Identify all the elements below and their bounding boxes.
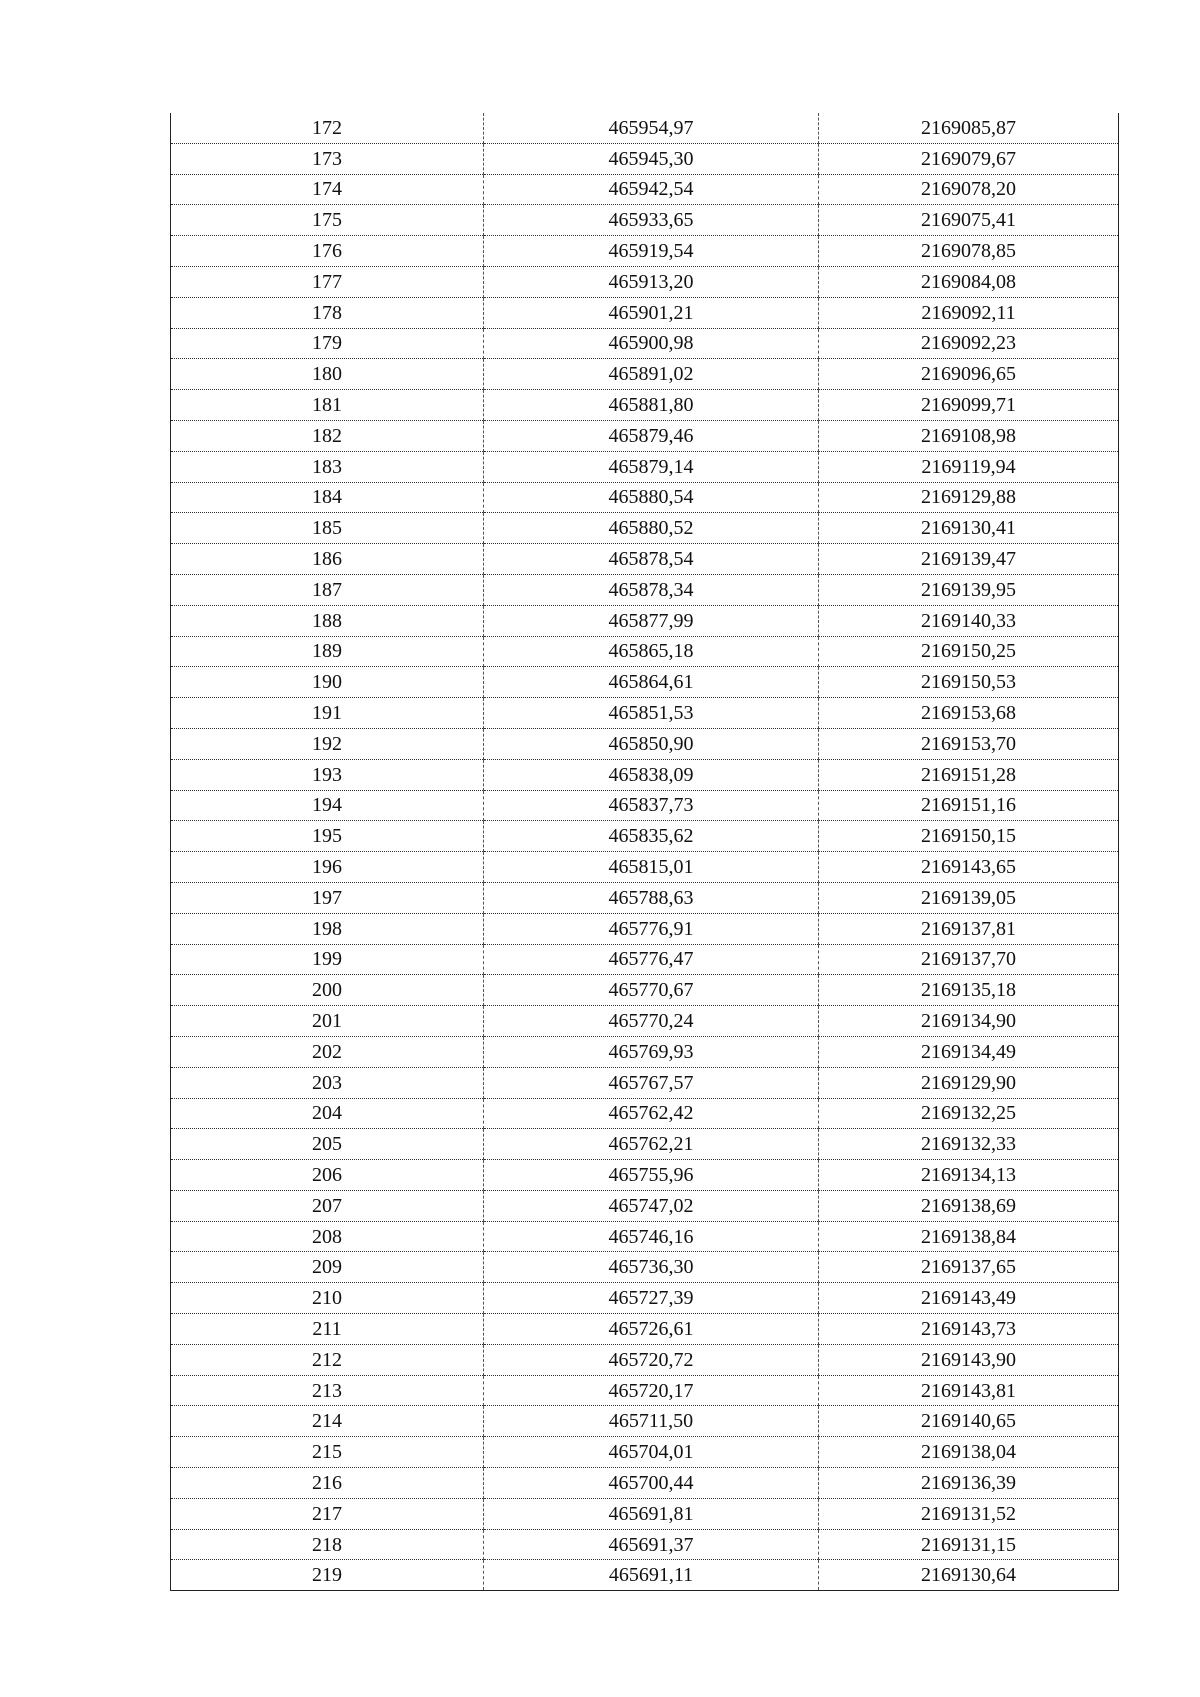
table-row bbox=[171, 605, 1119, 636]
x-coordinate-cell: 465762,42 bbox=[484, 1098, 819, 1129]
y-coordinate-cell: 2169085,87 bbox=[819, 113, 1119, 143]
y-coordinate-cell: 2169153,70 bbox=[819, 728, 1119, 759]
point-number-cell: 200 bbox=[171, 975, 484, 1006]
point-number-cell: 185 bbox=[171, 513, 484, 544]
point-number-cell: 188 bbox=[171, 605, 484, 636]
x-coordinate-cell: 465762,21 bbox=[484, 1129, 819, 1160]
y-coordinate-cell: 2169108,98 bbox=[819, 420, 1119, 451]
x-coordinate-cell: 465850,90 bbox=[484, 728, 819, 759]
point-number-cell: 187 bbox=[171, 574, 484, 605]
x-coordinate-cell: 465864,61 bbox=[484, 667, 819, 698]
x-coordinate-cell: 465770,24 bbox=[484, 1006, 819, 1037]
y-coordinate-cell: 2169137,81 bbox=[819, 913, 1119, 944]
table-row bbox=[171, 852, 1119, 883]
table-row bbox=[171, 1406, 1119, 1437]
point-number-cell: 206 bbox=[171, 1160, 484, 1191]
point-number-cell: 180 bbox=[171, 359, 484, 390]
table-row bbox=[171, 266, 1119, 297]
point-number-cell: 181 bbox=[171, 390, 484, 421]
point-number-cell: 173 bbox=[171, 143, 484, 174]
x-coordinate-cell: 465788,63 bbox=[484, 882, 819, 913]
y-coordinate-cell: 2169134,90 bbox=[819, 1006, 1119, 1037]
y-coordinate-cell: 2169132,25 bbox=[819, 1098, 1119, 1129]
x-coordinate-cell: 465913,20 bbox=[484, 266, 819, 297]
y-coordinate-cell: 2169138,04 bbox=[819, 1437, 1119, 1468]
table-row bbox=[171, 390, 1119, 421]
table-row bbox=[171, 174, 1119, 205]
x-coordinate-cell: 465815,01 bbox=[484, 852, 819, 883]
point-number-cell: 211 bbox=[171, 1314, 484, 1345]
x-coordinate-cell: 465711,50 bbox=[484, 1406, 819, 1437]
y-coordinate-cell: 2169140,65 bbox=[819, 1406, 1119, 1437]
point-number-cell: 190 bbox=[171, 667, 484, 698]
y-coordinate-cell: 2169084,08 bbox=[819, 266, 1119, 297]
table-row bbox=[171, 1560, 1119, 1591]
y-coordinate-cell: 2169143,73 bbox=[819, 1314, 1119, 1345]
table-row bbox=[171, 1437, 1119, 1468]
y-coordinate-cell: 2169139,05 bbox=[819, 882, 1119, 913]
point-number-cell: 182 bbox=[171, 420, 484, 451]
point-number-cell: 189 bbox=[171, 636, 484, 667]
point-number-cell: 195 bbox=[171, 821, 484, 852]
y-coordinate-cell: 2169139,47 bbox=[819, 544, 1119, 575]
point-number-cell: 218 bbox=[171, 1529, 484, 1560]
point-number-cell: 205 bbox=[171, 1129, 484, 1160]
point-number-cell: 172 bbox=[171, 113, 484, 143]
table-row bbox=[171, 1098, 1119, 1129]
y-coordinate-cell: 2169138,84 bbox=[819, 1221, 1119, 1252]
x-coordinate-cell: 465720,17 bbox=[484, 1375, 819, 1406]
y-coordinate-cell: 2169129,90 bbox=[819, 1067, 1119, 1098]
point-number-cell: 198 bbox=[171, 913, 484, 944]
y-coordinate-cell: 2169143,49 bbox=[819, 1283, 1119, 1314]
x-coordinate-cell: 465704,01 bbox=[484, 1437, 819, 1468]
x-coordinate-cell: 465700,44 bbox=[484, 1468, 819, 1499]
x-coordinate-cell: 465891,02 bbox=[484, 359, 819, 390]
table-row bbox=[171, 1006, 1119, 1037]
table-row bbox=[171, 728, 1119, 759]
x-coordinate-cell: 465726,61 bbox=[484, 1314, 819, 1345]
y-coordinate-cell: 2169137,65 bbox=[819, 1252, 1119, 1283]
x-coordinate-cell: 465901,21 bbox=[484, 297, 819, 328]
y-coordinate-cell: 2169096,65 bbox=[819, 359, 1119, 390]
x-coordinate-cell: 465880,54 bbox=[484, 482, 819, 513]
table-row bbox=[171, 1529, 1119, 1560]
table-row bbox=[171, 667, 1119, 698]
x-coordinate-cell: 465727,39 bbox=[484, 1283, 819, 1314]
table-row bbox=[171, 913, 1119, 944]
table-row bbox=[171, 1344, 1119, 1375]
y-coordinate-cell: 2169078,85 bbox=[819, 236, 1119, 267]
point-number-cell: 192 bbox=[171, 728, 484, 759]
point-number-cell: 196 bbox=[171, 852, 484, 883]
y-coordinate-cell: 2169075,41 bbox=[819, 205, 1119, 236]
x-coordinate-cell: 465877,99 bbox=[484, 605, 819, 636]
point-number-cell: 193 bbox=[171, 759, 484, 790]
table-row bbox=[171, 359, 1119, 390]
x-coordinate-cell: 465720,72 bbox=[484, 1344, 819, 1375]
x-coordinate-cell: 465878,54 bbox=[484, 544, 819, 575]
y-coordinate-cell: 2169130,41 bbox=[819, 513, 1119, 544]
table-row bbox=[171, 1129, 1119, 1160]
point-number-cell: 215 bbox=[171, 1437, 484, 1468]
point-number-cell: 217 bbox=[171, 1498, 484, 1529]
y-coordinate-cell: 2169130,64 bbox=[819, 1560, 1119, 1591]
x-coordinate-cell: 465770,67 bbox=[484, 975, 819, 1006]
table-row bbox=[171, 205, 1119, 236]
point-number-cell: 204 bbox=[171, 1098, 484, 1129]
table-row bbox=[171, 975, 1119, 1006]
x-coordinate-cell: 465881,80 bbox=[484, 390, 819, 421]
table-row bbox=[171, 1252, 1119, 1283]
x-coordinate-cell: 465942,54 bbox=[484, 174, 819, 205]
coordinates-table-body bbox=[171, 113, 1119, 1591]
y-coordinate-cell: 2169132,33 bbox=[819, 1129, 1119, 1160]
x-coordinate-cell: 465835,62 bbox=[484, 821, 819, 852]
point-number-cell: 178 bbox=[171, 297, 484, 328]
y-coordinate-cell: 2169134,49 bbox=[819, 1036, 1119, 1067]
table-row bbox=[171, 297, 1119, 328]
table-row bbox=[171, 420, 1119, 451]
point-number-cell: 174 bbox=[171, 174, 484, 205]
coordinates-table bbox=[170, 113, 1119, 1591]
table-row bbox=[171, 944, 1119, 975]
point-number-cell: 191 bbox=[171, 698, 484, 729]
table-row bbox=[171, 1190, 1119, 1221]
x-coordinate-cell: 465776,47 bbox=[484, 944, 819, 975]
point-number-cell: 179 bbox=[171, 328, 484, 359]
table-row bbox=[171, 482, 1119, 513]
point-number-cell: 183 bbox=[171, 451, 484, 482]
y-coordinate-cell: 2169150,53 bbox=[819, 667, 1119, 698]
y-coordinate-cell: 2169078,20 bbox=[819, 174, 1119, 205]
table-row bbox=[171, 1283, 1119, 1314]
table-row bbox=[171, 882, 1119, 913]
point-number-cell: 212 bbox=[171, 1344, 484, 1375]
point-number-cell: 216 bbox=[171, 1468, 484, 1499]
table-row bbox=[171, 1375, 1119, 1406]
table-row bbox=[171, 236, 1119, 267]
point-number-cell: 199 bbox=[171, 944, 484, 975]
table-row bbox=[171, 698, 1119, 729]
x-coordinate-cell: 465879,46 bbox=[484, 420, 819, 451]
table-row bbox=[171, 1067, 1119, 1098]
table-row bbox=[171, 821, 1119, 852]
point-number-cell: 208 bbox=[171, 1221, 484, 1252]
point-number-cell: 177 bbox=[171, 266, 484, 297]
x-coordinate-cell: 465747,02 bbox=[484, 1190, 819, 1221]
table-row bbox=[171, 451, 1119, 482]
point-number-cell: 175 bbox=[171, 205, 484, 236]
x-coordinate-cell: 465879,14 bbox=[484, 451, 819, 482]
y-coordinate-cell: 2169143,65 bbox=[819, 852, 1119, 883]
table-row bbox=[171, 544, 1119, 575]
point-number-cell: 219 bbox=[171, 1560, 484, 1591]
y-coordinate-cell: 2169143,81 bbox=[819, 1375, 1119, 1406]
x-coordinate-cell: 465933,65 bbox=[484, 205, 819, 236]
point-number-cell: 202 bbox=[171, 1036, 484, 1067]
x-coordinate-cell: 465837,73 bbox=[484, 790, 819, 821]
x-coordinate-cell: 465746,16 bbox=[484, 1221, 819, 1252]
point-number-cell: 184 bbox=[171, 482, 484, 513]
table-row bbox=[171, 1221, 1119, 1252]
y-coordinate-cell: 2169119,94 bbox=[819, 451, 1119, 482]
table-row bbox=[171, 636, 1119, 667]
table-row bbox=[171, 1498, 1119, 1529]
y-coordinate-cell: 2169135,18 bbox=[819, 975, 1119, 1006]
table-row bbox=[171, 1160, 1119, 1191]
point-number-cell: 210 bbox=[171, 1283, 484, 1314]
table-row bbox=[171, 113, 1119, 143]
y-coordinate-cell: 2169151,16 bbox=[819, 790, 1119, 821]
table-row bbox=[171, 328, 1119, 359]
y-coordinate-cell: 2169092,11 bbox=[819, 297, 1119, 328]
y-coordinate-cell: 2169150,25 bbox=[819, 636, 1119, 667]
point-number-cell: 214 bbox=[171, 1406, 484, 1437]
y-coordinate-cell: 2169136,39 bbox=[819, 1468, 1119, 1499]
x-coordinate-cell: 465691,37 bbox=[484, 1529, 819, 1560]
point-number-cell: 197 bbox=[171, 882, 484, 913]
x-coordinate-cell: 465945,30 bbox=[484, 143, 819, 174]
x-coordinate-cell: 465838,09 bbox=[484, 759, 819, 790]
y-coordinate-cell: 2169153,68 bbox=[819, 698, 1119, 729]
x-coordinate-cell: 465691,81 bbox=[484, 1498, 819, 1529]
point-number-cell: 194 bbox=[171, 790, 484, 821]
x-coordinate-cell: 465755,96 bbox=[484, 1160, 819, 1191]
point-number-cell: 203 bbox=[171, 1067, 484, 1098]
point-number-cell: 201 bbox=[171, 1006, 484, 1037]
y-coordinate-cell: 2169137,70 bbox=[819, 944, 1119, 975]
y-coordinate-cell: 2169131,15 bbox=[819, 1529, 1119, 1560]
y-coordinate-cell: 2169079,67 bbox=[819, 143, 1119, 174]
x-coordinate-cell: 465851,53 bbox=[484, 698, 819, 729]
table-row bbox=[171, 1314, 1119, 1345]
x-coordinate-cell: 465880,52 bbox=[484, 513, 819, 544]
y-coordinate-cell: 2169139,95 bbox=[819, 574, 1119, 605]
y-coordinate-cell: 2169150,15 bbox=[819, 821, 1119, 852]
x-coordinate-cell: 465865,18 bbox=[484, 636, 819, 667]
x-coordinate-cell: 465691,11 bbox=[484, 1560, 819, 1591]
x-coordinate-cell: 465767,57 bbox=[484, 1067, 819, 1098]
y-coordinate-cell: 2169151,28 bbox=[819, 759, 1119, 790]
y-coordinate-cell: 2169140,33 bbox=[819, 605, 1119, 636]
y-coordinate-cell: 2169134,13 bbox=[819, 1160, 1119, 1191]
x-coordinate-cell: 465736,30 bbox=[484, 1252, 819, 1283]
x-coordinate-cell: 465900,98 bbox=[484, 328, 819, 359]
x-coordinate-cell: 465954,97 bbox=[484, 113, 819, 143]
table-row bbox=[171, 513, 1119, 544]
x-coordinate-cell: 465776,91 bbox=[484, 913, 819, 944]
table-row bbox=[171, 143, 1119, 174]
point-number-cell: 213 bbox=[171, 1375, 484, 1406]
y-coordinate-cell: 2169143,90 bbox=[819, 1344, 1119, 1375]
point-number-cell: 176 bbox=[171, 236, 484, 267]
y-coordinate-cell: 2169092,23 bbox=[819, 328, 1119, 359]
x-coordinate-cell: 465769,93 bbox=[484, 1036, 819, 1067]
table-row bbox=[171, 1036, 1119, 1067]
point-number-cell: 186 bbox=[171, 544, 484, 575]
y-coordinate-cell: 2169099,71 bbox=[819, 390, 1119, 421]
table-row bbox=[171, 1468, 1119, 1499]
point-number-cell: 209 bbox=[171, 1252, 484, 1283]
table-row bbox=[171, 574, 1119, 605]
x-coordinate-cell: 465878,34 bbox=[484, 574, 819, 605]
y-coordinate-cell: 2169129,88 bbox=[819, 482, 1119, 513]
table-row bbox=[171, 790, 1119, 821]
y-coordinate-cell: 2169138,69 bbox=[819, 1190, 1119, 1221]
point-number-cell: 207 bbox=[171, 1190, 484, 1221]
y-coordinate-cell: 2169131,52 bbox=[819, 1498, 1119, 1529]
x-coordinate-cell: 465919,54 bbox=[484, 236, 819, 267]
table-row bbox=[171, 759, 1119, 790]
